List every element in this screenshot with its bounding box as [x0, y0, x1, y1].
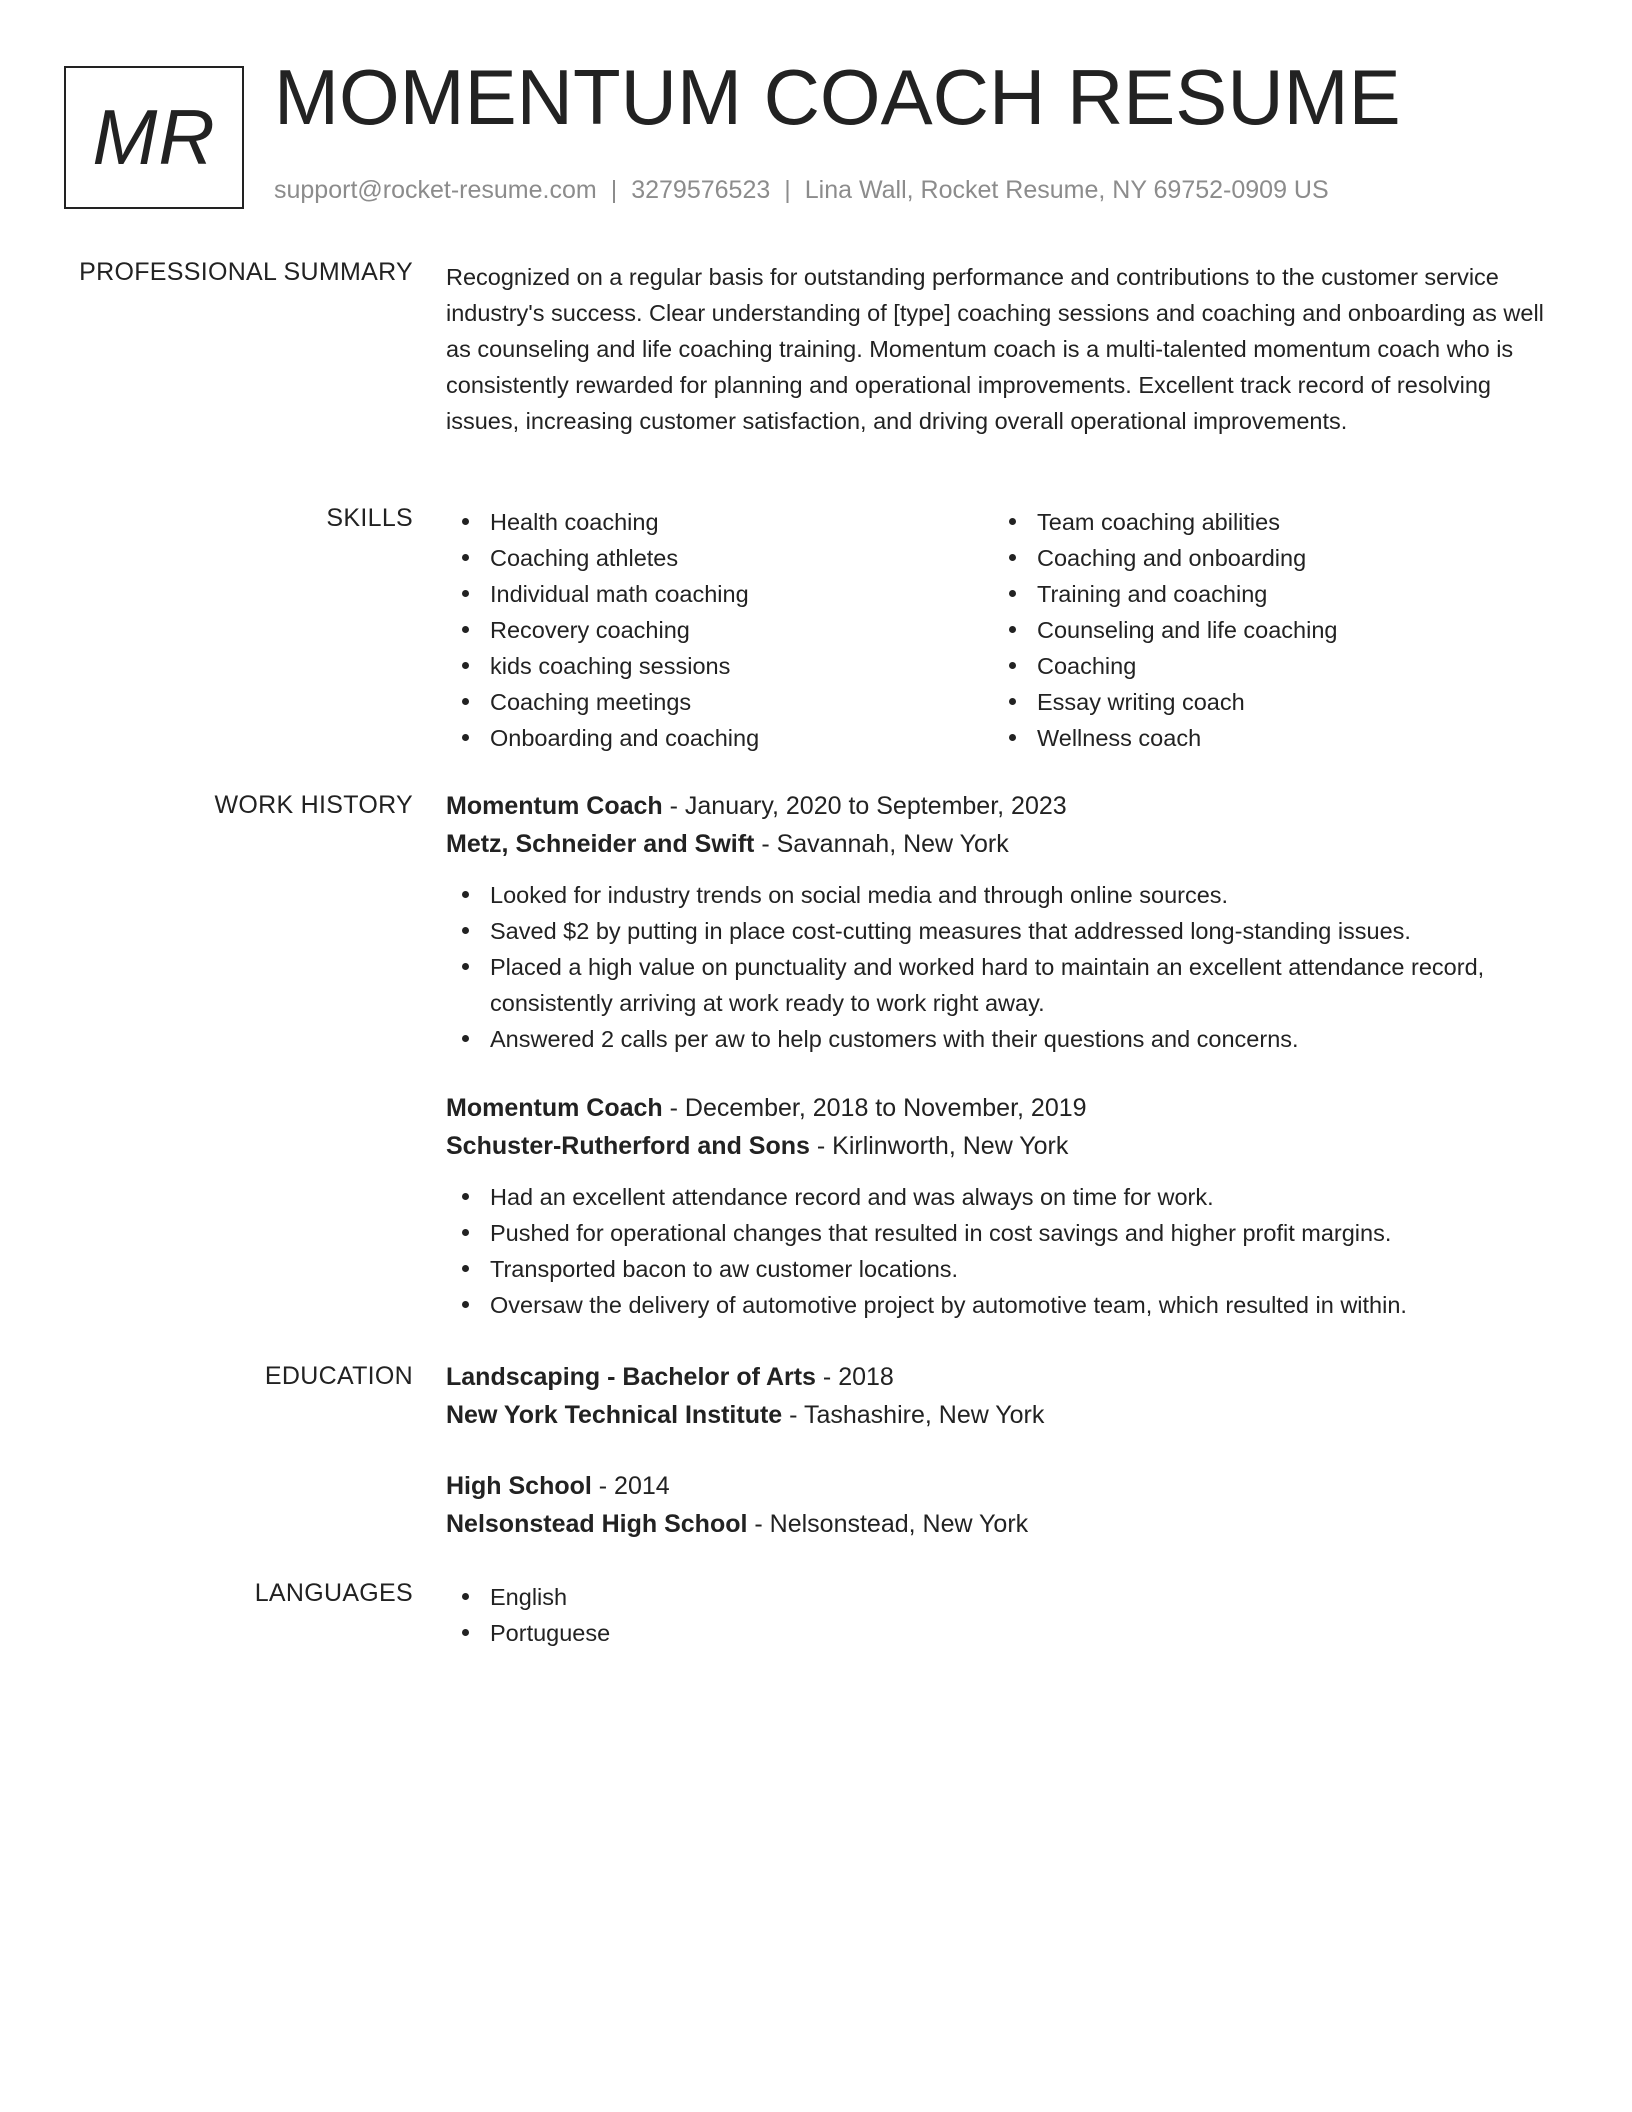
skill-item: Coaching meetings: [446, 684, 993, 720]
job-company: Schuster-Rutherford and Sons: [446, 1132, 810, 1160]
resume-title: MOMENTUM COACH RESUME: [274, 53, 1401, 141]
skills-list-right: [993, 504, 1540, 756]
job-bullet: Looked for industry trends on social media and through online sources.: [446, 877, 1546, 913]
job-title: Momentum Coach: [446, 792, 663, 820]
monogram-box: [64, 66, 244, 209]
education-heading: EDUCATION: [264, 1362, 413, 1390]
summary-heading: PROFESSIONAL SUMMARY: [79, 258, 413, 286]
education-school-line: Nelsonstead High School - Nelsonstead, New York: [446, 1510, 1029, 1538]
contact-separator: |: [610, 176, 618, 204]
skill-item: Team coaching abilities: [993, 504, 1540, 540]
education-school: New York Technical Institute: [446, 1401, 783, 1429]
education-school: Nelsonstead High School: [446, 1510, 748, 1538]
job-entry: [446, 787, 1546, 1057]
contact-separator: |: [784, 176, 791, 204]
contact-phone: 3279576523: [631, 176, 771, 204]
job-company-line: Schuster-Rutherford and Sons - Kirlinworth, New York: [446, 1132, 1069, 1160]
skills-list-left: [446, 504, 993, 756]
job-entry: [446, 1089, 1546, 1323]
skill-item: Coaching: [993, 648, 1540, 684]
language-item: Portuguese: [446, 1615, 1546, 1651]
education-degree-line: High School - 2014: [446, 1472, 670, 1500]
education-degree: Landscaping - Bachelor of Arts: [446, 1363, 816, 1391]
job-bullets: [446, 1179, 1546, 1323]
education-degree: High School: [446, 1472, 592, 1500]
contact-line: [274, 176, 1329, 205]
education-location: Nelsonstead, New York: [769, 1510, 1029, 1538]
job-bullet: Saved $2 by putting in place cost-cutting measures that addressed long-standing issues.: [446, 913, 1546, 949]
job-location: Savannah, New York: [776, 830, 1009, 858]
skill-item: Essay writing coach: [993, 684, 1540, 720]
job-bullet: Placed a high value on punctuality and worked hard to maintain an excellent attendance record, consistently arriving at work ready to work right away.: [446, 949, 1546, 1021]
summary-text: Recognized on a regular basis for outstanding performance and contributions to the customer service industry's success. Clear understanding of [type] coaching sessions and coaching and onboarding as well as counseling and life coaching training. Momentum coach is a multi-talented momentum coach who is consistently rewarded for planning and operational improvements. Excellent track record of resolving issues, increasing customer satisfaction, and driving overall operational improvements.: [446, 264, 1544, 434]
skill-item: Individual math coaching: [446, 576, 993, 612]
job-bullet: Answered 2 calls per aw to help customers with their questions and concerns.: [446, 1021, 1546, 1057]
job-title: Momentum Coach: [446, 1094, 663, 1122]
job-location: Kirlinworth, New York: [832, 1132, 1069, 1160]
job-bullets: [446, 877, 1546, 1057]
job-dates: December, 2018 to November, 2019: [684, 1094, 1087, 1122]
skill-item: Counseling and life coaching: [993, 612, 1540, 648]
education-degree-line: Landscaping - Bachelor of Arts - 2018: [446, 1363, 894, 1391]
education-entry: [446, 1467, 1546, 1543]
education-year: 2018: [838, 1363, 894, 1391]
job-company: Metz, Schneider and Swift: [446, 830, 755, 858]
skill-item: kids coaching sessions: [446, 648, 993, 684]
skill-item: Onboarding and coaching: [446, 720, 993, 756]
education-school-line: New York Technical Institute - Tashashire, New York: [446, 1401, 1045, 1429]
languages-list: [446, 1579, 1546, 1651]
skills-columns: [446, 504, 1546, 756]
education-year: 2014: [614, 1472, 670, 1500]
job-company-line: Metz, Schneider and Swift - Savannah, New York: [446, 830, 1009, 858]
contact-email: support@rocket-resume.com: [274, 176, 597, 204]
skill-item: Recovery coaching: [446, 612, 993, 648]
job-title-line: Momentum Coach - January, 2020 to September, 2023: [446, 792, 1067, 820]
skill-item: Training and coaching: [993, 576, 1540, 612]
monogram-initials: MR: [92, 93, 216, 181]
work-history-heading: WORK HISTORY: [214, 791, 413, 819]
education-entry: [446, 1358, 1546, 1434]
job-bullet: Transported bacon to aw customer locations.: [446, 1251, 1546, 1287]
skill-item: Coaching athletes: [446, 540, 993, 576]
job-bullet: Had an excellent attendance record and was always on time for work.: [446, 1179, 1546, 1215]
languages-heading: LANGUAGES: [254, 1579, 413, 1607]
skill-item: Coaching and onboarding: [993, 540, 1540, 576]
work-history-body: [446, 787, 1546, 1323]
skill-item: Wellness coach: [993, 720, 1540, 756]
job-title-line: Momentum Coach - December, 2018 to November, 2019: [446, 1094, 1087, 1122]
language-item: English: [446, 1579, 1546, 1615]
contact-address: Lina Wall, Rocket Resume, NY 69752-0909 US: [804, 176, 1329, 204]
skill-item: Health coaching: [446, 504, 993, 540]
job-bullet: Pushed for operational changes that resulted in cost savings and higher profit margins.: [446, 1215, 1546, 1251]
education-location: Tashashire, New York: [803, 1401, 1045, 1429]
skills-heading: SKILLS: [326, 504, 413, 532]
job-dates: January, 2020 to September, 2023: [684, 792, 1067, 820]
languages-body: [446, 1579, 1546, 1651]
education-body: [446, 1358, 1546, 1543]
job-bullet: Oversaw the delivery of automotive project by automotive team, which resulted in within.: [446, 1287, 1546, 1323]
